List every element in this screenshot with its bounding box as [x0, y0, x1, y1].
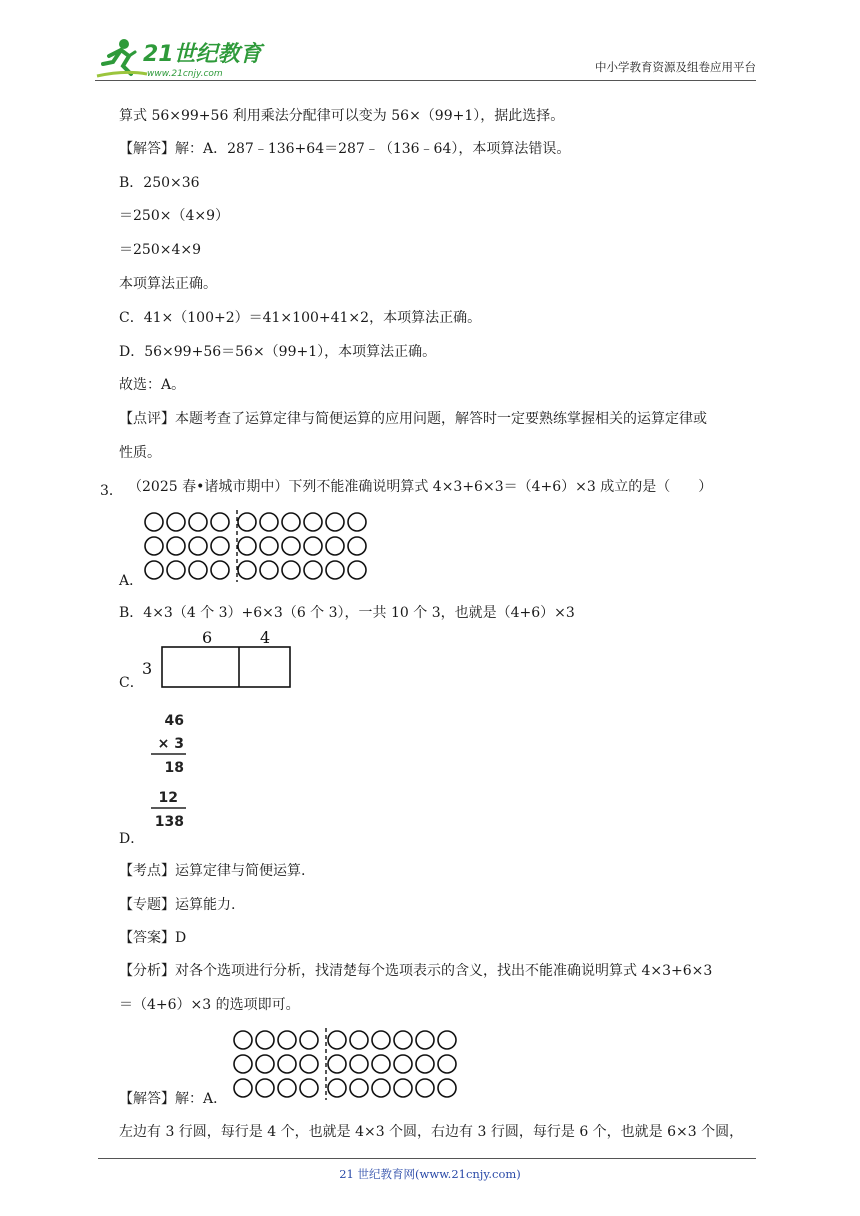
circle — [211, 513, 229, 531]
circle — [145, 513, 163, 531]
option-c-rectangle-diagram — [140, 626, 300, 692]
footer-divider — [98, 1158, 756, 1159]
text-line: ＝250×（4×9） — [119, 208, 229, 224]
circle — [238, 537, 256, 555]
svg-text:www.21cnjy.com: www.21cnjy.com — [147, 69, 223, 79]
circle — [300, 1055, 318, 1073]
text-line: ＝250×4×9 — [119, 242, 201, 258]
footer-link[interactable]: 21 世纪教育网(www.21cnjy.com) — [339, 1167, 521, 1181]
text-line: 故选：A。 — [119, 377, 186, 393]
solution-a-circles — [230, 1028, 466, 1100]
logo-21cnjy — [95, 34, 265, 80]
circle — [238, 513, 256, 531]
circle — [278, 1055, 296, 1073]
svg-text:12: 12 — [158, 790, 178, 806]
svg-text:46: 46 — [164, 713, 184, 729]
circle — [282, 537, 300, 555]
circle — [438, 1079, 456, 1097]
circle — [189, 513, 207, 531]
circle — [416, 1079, 434, 1097]
text-line: 左边有 3 行圆，每行是 4 个，也就是 4×3 个圆，右边有 3 行圆，每行是 6 个，也就是 6×3 个圆， — [119, 1124, 744, 1140]
svg-text:3: 3 — [142, 659, 153, 678]
circle — [167, 513, 185, 531]
circle — [300, 1031, 318, 1049]
text-line: D．56×99+56＝56×（99+1），本项算法正确。 — [119, 344, 437, 360]
circle — [234, 1079, 252, 1097]
svg-text:18: 18 — [164, 760, 184, 776]
option-c-label: C． — [119, 675, 144, 691]
circle — [350, 1031, 368, 1049]
circle — [394, 1079, 412, 1097]
circle — [304, 561, 322, 579]
circle — [300, 1079, 318, 1097]
circle — [348, 537, 366, 555]
circle — [211, 561, 229, 579]
svg-text:× 3: × 3 — [157, 736, 184, 752]
platform-title: 中小学教育资源及组卷应用平台 — [595, 60, 756, 74]
option-d-label: D． — [119, 831, 145, 847]
circle — [326, 513, 344, 531]
kaodian: 【考点】运算定律与简便运算. — [119, 863, 306, 879]
circle — [238, 561, 256, 579]
circle — [278, 1031, 296, 1049]
circle — [372, 1079, 390, 1097]
text-line: C．41×（100+2）＝41×100+41×2，本项算法正确。 — [119, 310, 482, 326]
circle — [326, 561, 344, 579]
circle — [328, 1079, 346, 1097]
circle — [256, 1079, 274, 1097]
circle — [256, 1055, 274, 1073]
circle — [234, 1031, 252, 1049]
circle — [145, 537, 163, 555]
zhuanti: 【专题】运算能力. — [119, 897, 236, 913]
circle — [326, 537, 344, 555]
circle — [438, 1031, 456, 1049]
circle — [256, 1031, 274, 1049]
circle — [304, 537, 322, 555]
text-line: 算式 56×99+56 利用乘法分配律可以变为 56×（99+1），据此选择。 — [119, 108, 565, 124]
circle — [350, 1079, 368, 1097]
circle — [372, 1031, 390, 1049]
circle — [189, 561, 207, 579]
circle — [189, 537, 207, 555]
answer: 【答案】D — [119, 930, 187, 946]
circle — [167, 537, 185, 555]
circle — [282, 561, 300, 579]
circle — [416, 1031, 434, 1049]
svg-text:138: 138 — [154, 814, 184, 830]
text-line: 本项算法正确。 — [119, 276, 217, 292]
solution-label: 【解答】解：A． — [119, 1091, 228, 1107]
question-number: 3． — [100, 483, 123, 499]
circle — [145, 561, 163, 579]
circle — [234, 1055, 252, 1073]
analysis-line: 【分析】对各个选项进行分析，找清楚每个选项表示的含义，找出不能准确说明算式 4×3+6×3 — [119, 963, 713, 979]
circle — [372, 1055, 390, 1073]
circle — [278, 1079, 296, 1097]
question-stem: （2025 春•诸城市期中）下列不能准确说明算式 4×3+6×3＝（4+6）×3 成立的是（ ） — [128, 479, 713, 495]
option-a-label: A． — [119, 573, 144, 589]
circle — [260, 537, 278, 555]
analysis-line: ＝（4+6）×3 的选项即可。 — [119, 997, 300, 1013]
circle — [348, 513, 366, 531]
svg-text:6: 6 — [202, 628, 213, 647]
option-d-vertical-multiplication — [148, 708, 190, 832]
circle — [260, 561, 278, 579]
circle — [328, 1031, 346, 1049]
circle — [211, 537, 229, 555]
circle — [438, 1055, 456, 1073]
svg-text:21世纪教育: 21世纪教育 — [143, 42, 262, 67]
circle — [282, 513, 300, 531]
circle — [328, 1055, 346, 1073]
text-line: 【点评】本题考查了运算定律与简便运算的应用问题，解答时一定要熟练掌握相关的运算定律或 — [119, 411, 707, 427]
circle — [394, 1031, 412, 1049]
option-b: B．4×3（4 个 3）+6×3（6 个 3），一共 10 个 3，也就是（4+6）×3 — [119, 605, 575, 621]
circle — [167, 561, 185, 579]
option-a-circles — [143, 510, 379, 582]
circle — [260, 513, 278, 531]
circle — [304, 513, 322, 531]
text-line: 【解答】解：A．287﹣136+64＝287﹣（136﹣64），本项算法错误。 — [119, 141, 571, 157]
svg-text:4: 4 — [260, 628, 271, 647]
circle — [348, 561, 366, 579]
text-line: B．250×36 — [119, 175, 200, 191]
text-line: 性质。 — [119, 445, 161, 461]
page-header — [95, 30, 756, 81]
circle — [350, 1055, 368, 1073]
circle — [416, 1055, 434, 1073]
circle — [394, 1055, 412, 1073]
